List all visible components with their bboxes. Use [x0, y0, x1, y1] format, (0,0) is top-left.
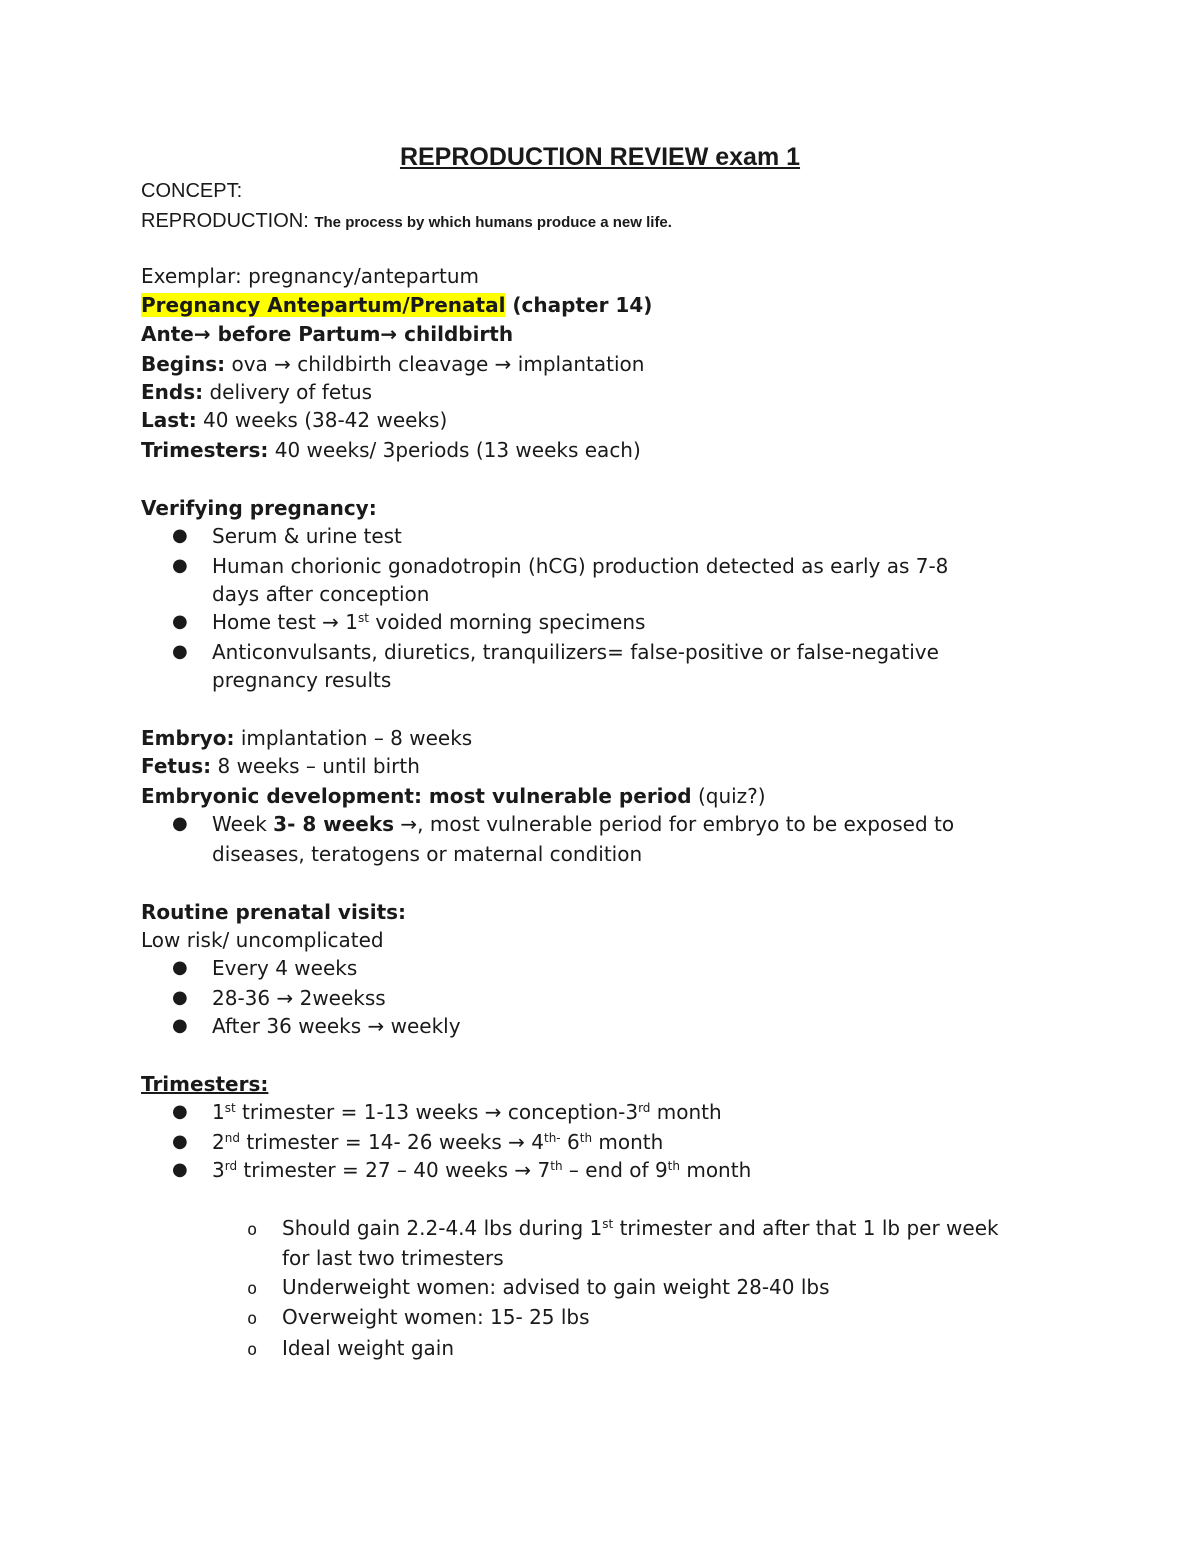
fact-value: 40 weeks (38-42 weeks) — [196, 408, 448, 432]
superscript: st — [602, 1217, 614, 1231]
routine-subheading: Low risk/ uncomplicated — [141, 928, 384, 952]
list-item-continued: pregnancy results — [212, 668, 392, 692]
reproduction-line — [141, 207, 672, 237]
week-range: 3- 8 weeks — [273, 812, 395, 836]
trimesters-heading: Trimesters: — [141, 1072, 269, 1096]
fetus-label: Fetus: — [141, 754, 212, 778]
superscript: st — [358, 611, 369, 625]
fact-label: Trimesters: — [141, 438, 269, 462]
list-item: Human chorionic gonadotropin (hCG) production detected as early as 7-8 — [212, 554, 949, 578]
sub-list-item: Underweight women: advised to gain weight 28-40 lbs — [282, 1275, 830, 1299]
t3-a: 3 — [212, 1158, 225, 1182]
list-item: After 36 weeks → weekly — [212, 1014, 461, 1038]
sub-list-item: Overweight women: 15- 25 lbs — [282, 1305, 590, 1329]
w1b: trimester and after that 1 lb per week — [613, 1216, 999, 1240]
fact-label: Begins: — [141, 352, 226, 376]
t1-a: 1 — [212, 1100, 225, 1124]
circle-bullet-icon: o — [247, 1279, 258, 1299]
bullet-icon: ● — [172, 987, 188, 1008]
week-prefix: Week — [212, 812, 274, 836]
list-item-continued: days after conception — [212, 582, 430, 606]
bullet-icon: ● — [172, 1159, 188, 1180]
list-item: Serum & urine test — [212, 524, 402, 548]
fact-label: Ends: — [141, 380, 204, 404]
superscript: th — [579, 1131, 593, 1145]
home-test-rest: voided morning specimens — [369, 610, 646, 634]
list-item — [212, 1156, 751, 1184]
t2-d: month — [592, 1130, 664, 1154]
bullet-icon: ● — [172, 555, 188, 576]
list-item: Anticonvulsants, diuretics, tranquilizers= false-positive or false-negative — [212, 640, 939, 664]
superscript: nd — [224, 1131, 240, 1145]
superscript: rd — [224, 1159, 238, 1173]
fact-value: ova → childbirth cleavage → implantation — [225, 352, 645, 376]
bullet-icon: ● — [172, 1015, 188, 1036]
childbirth-word: childbirth — [397, 322, 514, 346]
w1a: Should gain 2.2-4.4 lbs during 1 — [282, 1216, 603, 1240]
bullet-icon: ● — [172, 1101, 188, 1122]
embryo-line — [141, 724, 472, 752]
concept-label: CONCEPT: — [141, 180, 243, 202]
bullet-icon: ● — [172, 525, 188, 546]
fact-last — [141, 406, 447, 434]
pregnancy-heading-highlight: Pregnancy Antepartum/Prenatal — [141, 293, 506, 317]
embryonic-note: (quiz?) — [691, 784, 766, 808]
embryonic-label: Embryonic development: — [141, 784, 422, 808]
fact-value: 40 weeks/ 3periods (13 weeks each) — [268, 438, 641, 462]
page-title: REPRODUCTION REVIEW exam 1 — [399, 143, 801, 171]
embryo-label: Embryo: — [141, 726, 235, 750]
reproduction-definition: The process by which humans produce a new life. — [314, 214, 672, 231]
bullet-icon: ● — [172, 641, 188, 662]
fetus-line — [141, 752, 420, 780]
t3-b: trimester = 27 – 40 weeks → 7 — [237, 1158, 551, 1182]
week-rest: →, most vulnerable period for embryo to be exposed to — [394, 812, 955, 836]
superscript: th — [667, 1159, 680, 1173]
verifying-heading: Verifying pregnancy: — [141, 496, 377, 520]
list-item: 28-36 → 2weekss — [212, 986, 386, 1010]
t1-c: month — [650, 1100, 722, 1124]
fetus-value: 8 weeks – until birth — [211, 754, 420, 778]
circle-bullet-icon: o — [247, 1340, 258, 1360]
list-item: Every 4 weeks — [212, 956, 358, 980]
fact-ends — [141, 378, 372, 406]
list-item — [212, 810, 954, 838]
superscript: rd — [638, 1101, 651, 1115]
t2-a: 2 — [212, 1130, 225, 1154]
bullet-icon: ● — [172, 611, 188, 632]
circle-bullet-icon: o — [247, 1309, 258, 1329]
before-partum: before Partum — [210, 322, 381, 346]
bullet-icon: ● — [172, 957, 188, 978]
routine-heading: Routine prenatal visits: — [141, 900, 407, 924]
list-item — [212, 1098, 722, 1126]
embryonic-value: most vulnerable period — [421, 784, 692, 808]
reproduction-label: REPRODUCTION: — [141, 210, 309, 232]
exemplar-line: Exemplar: pregnancy/antepartum — [141, 264, 480, 288]
list-item — [212, 1128, 663, 1156]
list-item — [212, 608, 645, 636]
sub-list-item: Ideal weight gain — [282, 1336, 455, 1360]
list-item-continued: diseases, teratogens or maternal condition — [212, 842, 643, 866]
fact-trimesters — [141, 436, 641, 464]
arrow-icon: → — [193, 322, 211, 346]
t2-b: trimester = 14- 26 weeks → 4 — [239, 1130, 544, 1154]
superscript: th — [550, 1159, 563, 1173]
ante-line — [141, 320, 513, 348]
t2-c: 6 — [560, 1130, 580, 1154]
bullet-icon: ● — [172, 813, 188, 834]
t3-d: month — [679, 1158, 752, 1182]
arrow-icon: → — [380, 322, 398, 346]
fact-value: delivery of fetus — [203, 380, 373, 404]
sub-list-item — [282, 1214, 999, 1242]
circle-bullet-icon: o — [247, 1220, 258, 1240]
superscript: st — [224, 1101, 236, 1115]
home-test-text: Home test → 1 — [212, 610, 359, 634]
fact-label: Last: — [141, 408, 197, 432]
bullet-icon: ● — [172, 1131, 188, 1152]
pregnancy-heading — [141, 291, 652, 319]
superscript: th- — [544, 1131, 561, 1145]
t3-c: – end of 9 — [562, 1158, 668, 1182]
fact-begins — [141, 350, 644, 378]
ante-word: Ante — [141, 322, 194, 346]
sub-list-item-continued: for last two trimesters — [282, 1246, 504, 1270]
pregnancy-chapter: (chapter 14) — [505, 293, 653, 317]
embryonic-line — [141, 782, 766, 810]
embryo-value: implantation – 8 weeks — [234, 726, 473, 750]
t1-b: trimester = 1-13 weeks → conception-3 — [235, 1100, 639, 1124]
